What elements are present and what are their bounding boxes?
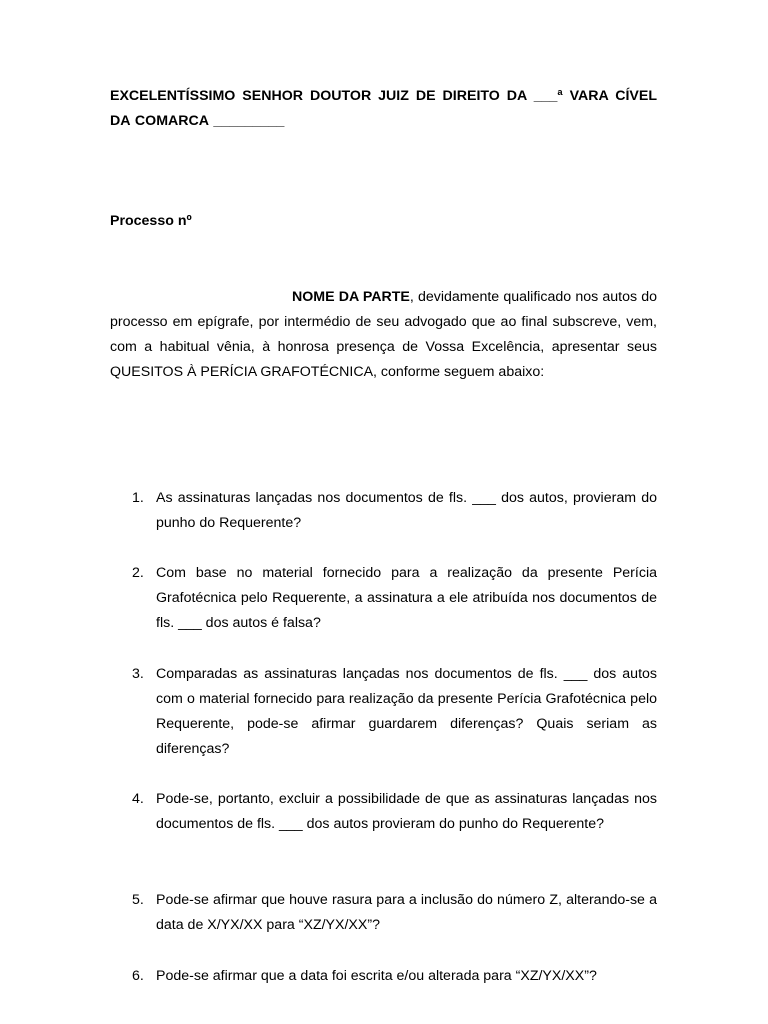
question-text: As assinaturas lançadas nos documentos de fls. ___ dos autos, provieram do punho do Requerente? [156, 490, 657, 531]
question-item [110, 888, 657, 938]
question-text: Pode-se, portanto, excluir a possibilidade de que as assinaturas lançadas nos documentos de fls. ___ dos autos provieram do punho do Requerente? [156, 791, 657, 832]
question-text: Pode-se afirmar que a data foi escrita e/ou alterada para “XZ/YX/XX”? [156, 968, 597, 984]
question-item [110, 787, 657, 837]
question-number: 3. [132, 666, 144, 682]
intro-text: , devidamente qualificado nos autos do processo em epígrafe, por intermédio de seu advogado que ao final subscreve, vem, com a habitual vênia, à honrosa presença de Vossa Excelência, apresentar seus QUESITOS À PERÍCIA GRAFOTÉCNICA, conforme seguem abaixo: [110, 289, 657, 380]
question-item [110, 561, 657, 636]
question-item [110, 964, 657, 989]
question-text: Comparadas as assinaturas lançadas nos documentos de fls. ___ dos autos com o material fornecido para realização da presente Perícia Grafotécnica pelo Requerente, pode-se afirmar guardarem diferenças? Quais seriam as diferenças? [156, 666, 657, 757]
question-text: Com base no material fornecido para a realização da presente Perícia Grafotécnica pelo Requerente, a assinatura a ele atribuída nos documentos de fls. ___ dos autos é falsa? [156, 565, 657, 631]
question-number: 4. [132, 791, 144, 807]
question-item [110, 662, 657, 762]
question-number: 5. [132, 892, 144, 908]
party-name: NOME DA PARTE [292, 289, 410, 305]
intro-paragraph [110, 285, 657, 385]
document-heading: EXCELENTÍSSIMO SENHOR DOUTOR JUIZ DE DIREITO DA ___ª VARA CÍVEL DA COMARCA _________ [110, 88, 657, 129]
process-number-label: Processo nº [110, 213, 192, 229]
document-page [110, 84, 657, 984]
question-text: Pode-se afirmar que houve rasura para a inclusão do número Z, alterando-se a data de X/YX/XX para “XZ/YX/XX”? [156, 892, 657, 933]
question-number: 1. [132, 490, 144, 506]
question-number: 2. [132, 565, 144, 581]
question-number: 6. [132, 968, 144, 984]
question-item [110, 486, 657, 536]
